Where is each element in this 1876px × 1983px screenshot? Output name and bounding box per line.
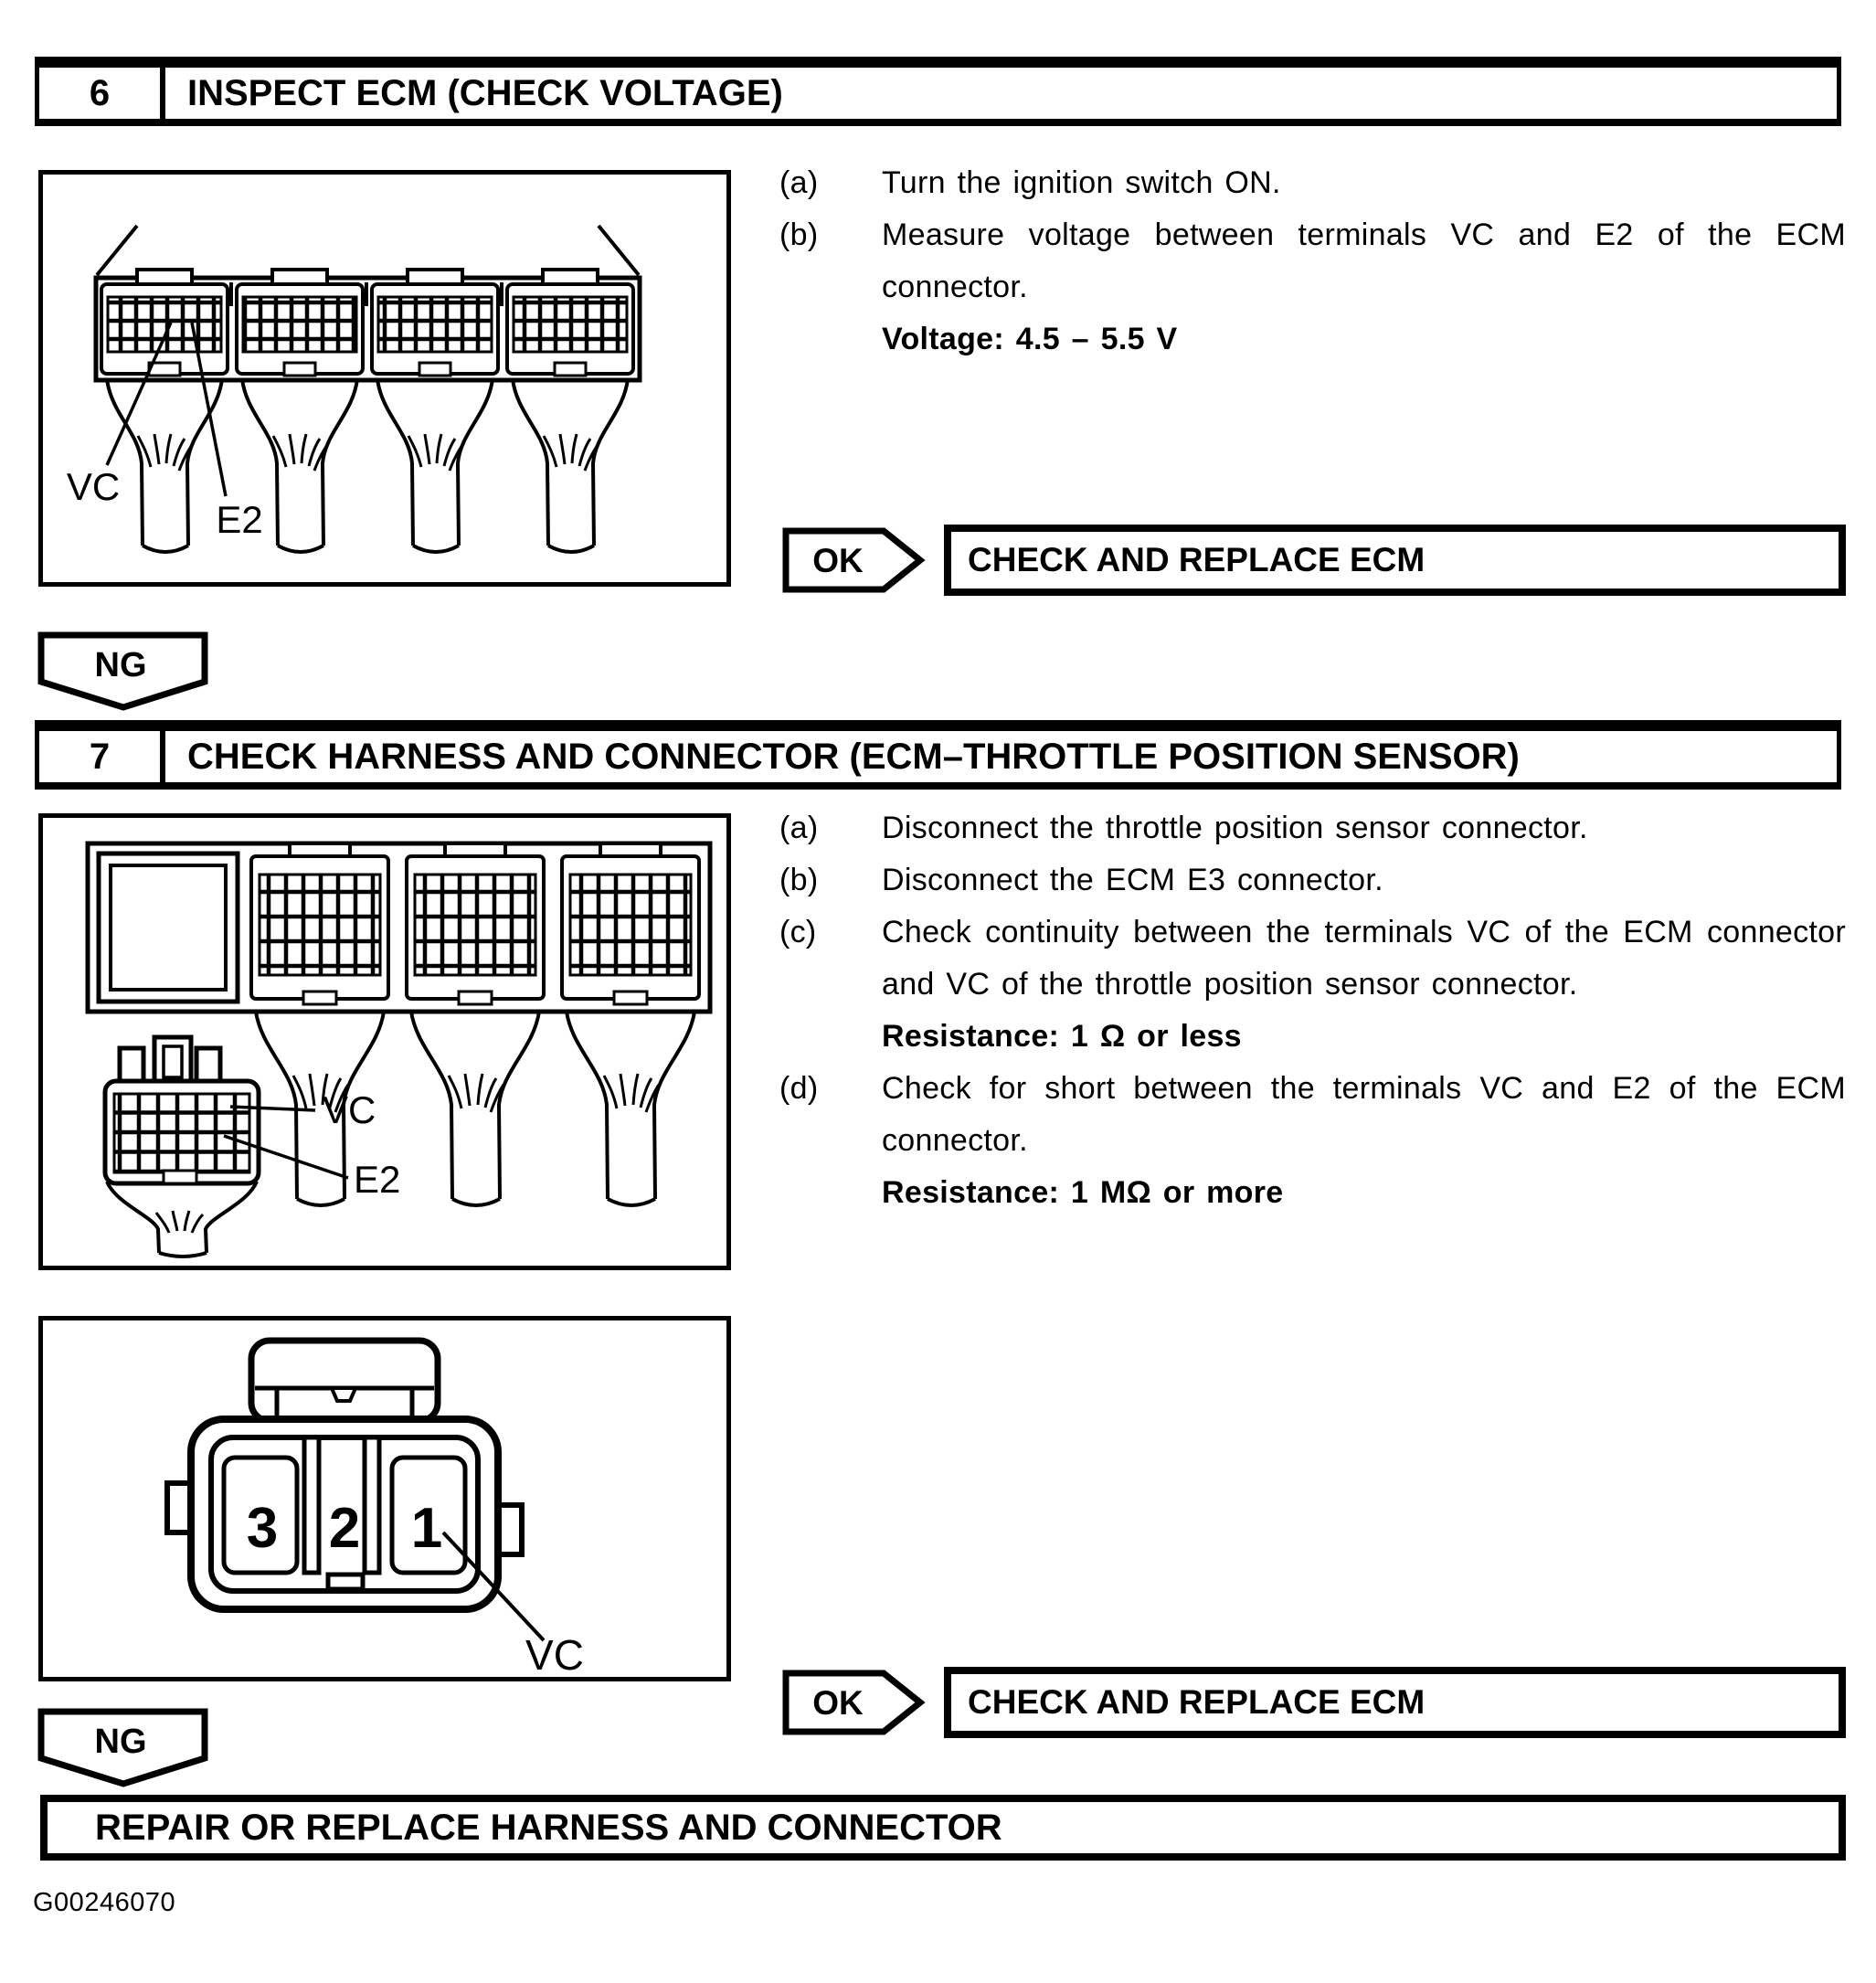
terminal-label-e2: E2 [354, 1158, 401, 1201]
step6-header [35, 57, 1841, 126]
voltage-spec: Voltage: 4.5 – 5.5 V [882, 322, 1178, 356]
instruction-label: (b) [779, 863, 819, 897]
step7-ok-row [781, 1667, 1846, 1738]
instruction-text: Disconnect the throttle position sensor connector. [882, 811, 1588, 845]
terminal-label-vc: VC [323, 1088, 376, 1131]
step7-title: CHECK HARNESS AND CONNECTOR (ECM–THROTTLE POSITION SENSOR) [187, 736, 1520, 777]
step6-number: 6 [39, 68, 165, 119]
step7-instructions [779, 802, 1846, 1219]
step6-ok-result-box: CHECK AND REPLACE ECM [944, 525, 1846, 596]
terminal-label-vc: VC [525, 1631, 584, 1677]
figure-code: G00246070 [33, 1888, 176, 1917]
resistance-spec-short: Resistance: 1 MΩ or more [882, 1175, 1284, 1210]
terminal-label-vc: VC [66, 465, 121, 508]
step7-header [35, 720, 1841, 790]
instruction-b [779, 854, 1846, 907]
instruction-label: (a) [779, 165, 819, 200]
ecm-connector-illustration [43, 175, 726, 582]
ok-arrow-badge [781, 525, 926, 596]
step6-instructions [779, 157, 1846, 366]
step7-ok-result-box: CHECK AND REPLACE ECM [944, 1667, 1846, 1738]
final-action-bar: REPAIR OR REPLACE HARNESS AND CONNECTOR [40, 1795, 1846, 1861]
pin-number-3: 3 [246, 1497, 279, 1560]
instruction-text: Turn the ignition switch ON. [882, 165, 1281, 200]
ok-label: OK [812, 1684, 864, 1722]
instruction-label: (d) [779, 1071, 819, 1106]
instruction-a [779, 157, 1846, 209]
pin-number-1: 1 [410, 1497, 443, 1560]
step7-ng-badge [37, 1707, 210, 1791]
instruction-c [779, 907, 1846, 1011]
step6-figure [38, 170, 731, 587]
ng-label: NG [94, 646, 147, 684]
tps-connector-illustration [43, 1320, 726, 1677]
step7-figure-2 [38, 1316, 731, 1681]
instruction-text: Disconnect the ECM E3 connector. [882, 863, 1383, 897]
instruction-text: Check continuity between the terminals VC of the ECM connector and VC of the throttle position sensor connector. [882, 915, 1846, 1002]
instruction-label: (c) [779, 915, 817, 949]
pin-number-2: 2 [328, 1497, 361, 1560]
ng-label: NG [94, 1723, 147, 1761]
instruction-b [779, 209, 1846, 313]
step7-number: 7 [39, 731, 165, 782]
terminal-label-e2: E2 [216, 498, 263, 541]
ecm-e3-connector-illustration [43, 818, 726, 1266]
step6-title: INSPECT ECM (CHECK VOLTAGE) [187, 72, 783, 113]
resistance-spec-continuity: Resistance: 1 Ω or less [882, 1019, 1242, 1054]
instruction-label: (b) [779, 217, 819, 252]
instruction-d [779, 1063, 1846, 1167]
step7-figure-1 [38, 813, 731, 1270]
ok-arrow-badge [781, 1667, 926, 1738]
instruction-label: (a) [779, 811, 819, 845]
step6-ng-badge [37, 631, 210, 715]
instruction-text: Check for short between the terminals VC and E2 of the ECM connector. [882, 1071, 1846, 1158]
ok-label: OK [812, 542, 864, 579]
instruction-text: Measure voltage between terminals VC and E2 of the ECM connector. [882, 217, 1846, 304]
step6-ok-row [781, 525, 1846, 596]
instruction-a [779, 802, 1846, 854]
